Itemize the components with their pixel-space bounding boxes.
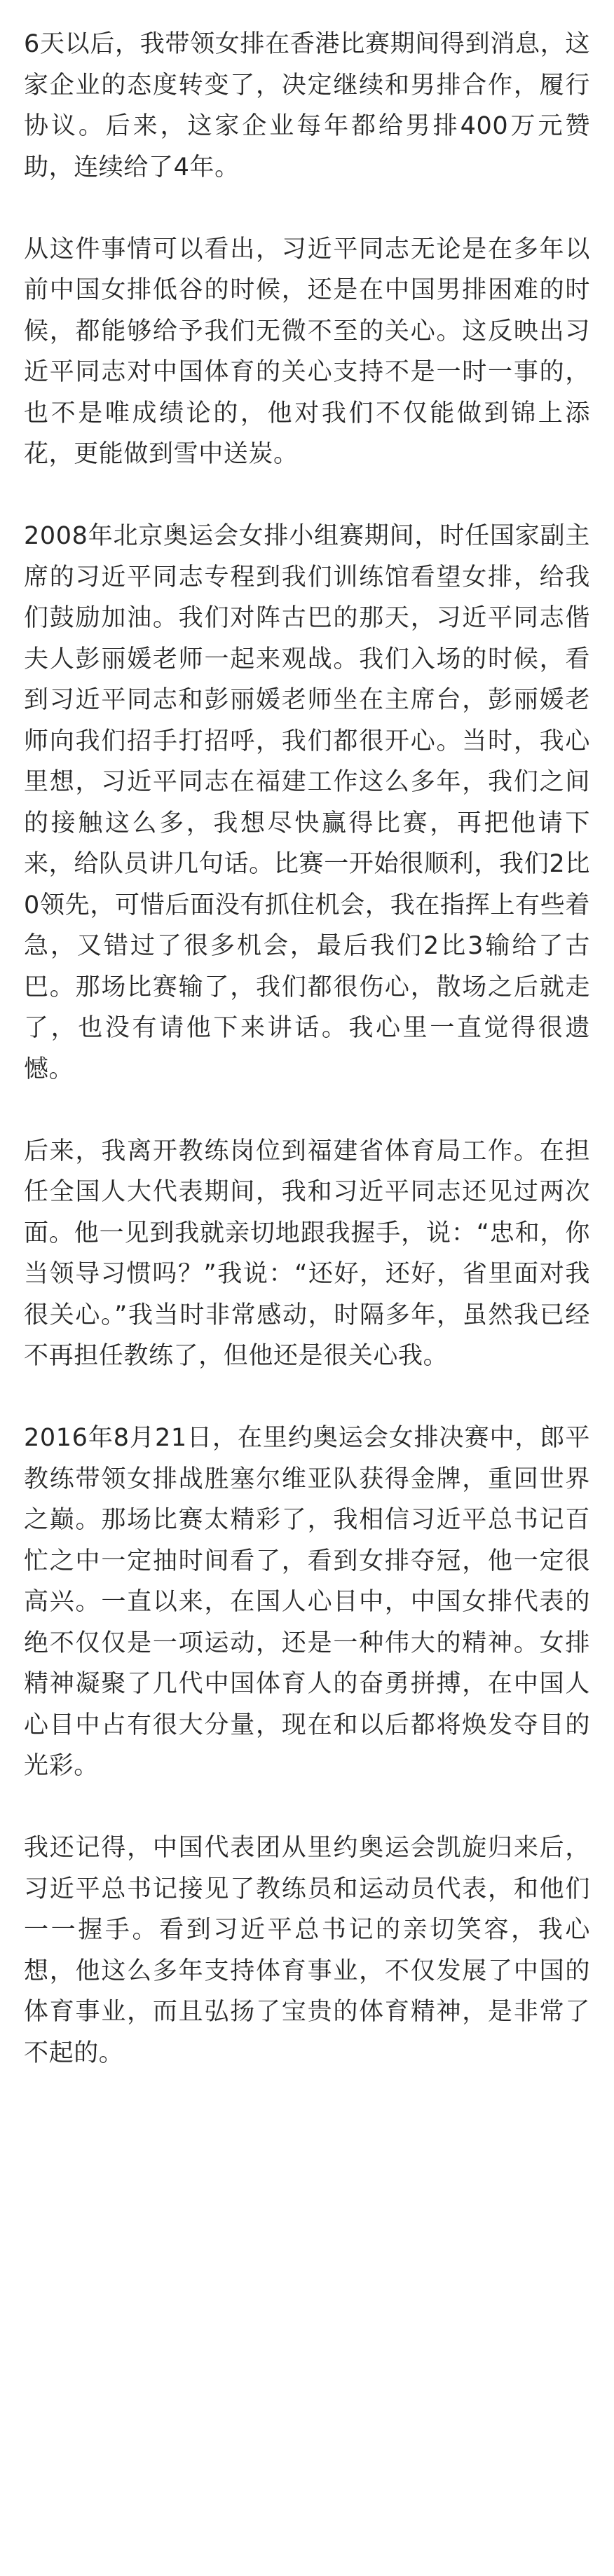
paragraph-4: 后来，我离开教练岗位到福建省体育局工作。在担任全国人大代表期间，我和习近平同志还见过两次面。他一见到我就亲切地跟我握手，说：“忠和，你当领导习惯吗？”我说：“还好，还好，省里面对我很关心。”我当时非常感动，时隔多年，虽然我已经不再担任教练了，但他还是很关心我。	[24, 1137, 590, 1370]
paragraph-5: 2016年8月21日，在里约奥运会女排决赛中，郎平教练带领女排战胜塞尔维亚队获得金牌，重回世界之巅。那场比赛太精彩了，我相信习近平总书记百忙之中一定抽时间看了，看到女排夺冠，他一定很高兴。一直以来，在国人心目中，中国女排代表的绝不仅仅是一项运动，还是一种伟大的精神。女排精神凝聚了几代中国体育人的奋勇拼搏，在中国人心目中占有很大分量，现在和以后都将焕发夺目的光彩。	[24, 1424, 590, 1780]
paragraph-1: 6天以后，我带领女排在香港比赛期间得到消息，这家企业的态度转变了，决定继续和男排合作，履行协议。后来，这家企业每年都给男排400万元赞助，连续给了4年。	[24, 30, 590, 181]
paragraph-3: 2008年北京奥运会女排小组赛期间，时任国家副主席的习近平同志专程到我们训练馆看望女排，给我们鼓励加油。我们对阵古巴的那天，习近平同志偕夫人彭丽媛老师一起来观战。我们入场的时候，看到习近平同志和彭丽媛老师坐在主席台，彭丽媛老师向我们招手打招呼，我们都很开心。当时，我心里想，习近平同志在福建工作这么多年，我们之间的接触这么多，我想尽快赢得比赛，再把他请下来，给队员讲几句话。比赛一开始很顺利，我们2比0领先，可惜后面没有抓住机会，我在指挥上有些着急，又错过了很多机会，最后我们2比3输给了古巴。那场比赛输了，我们都很伤心，散场之后就走了，也没有请他下来讲话。我心里一直觉得很遗憾。	[24, 522, 590, 1083]
paragraph-2: 从这件事情可以看出，习近平同志无论是在多年以前中国女排低谷的时候，还是在中国男排困难的时候，都能够给予我们无微不至的关心。这反映出习近平同志对中国体育的关心支持不是一时一事的，也不是唯成绩论的，他对我们不仅能做到锦上添花，更能做到雪中送炭。	[24, 235, 590, 468]
paragraph-6: 我还记得，中国代表团从里约奥运会凯旋归来后，习近平总书记接见了教练员和运动员代表，和他们一一握手。看到习近平总书记的亲切笑容，我心想，他这么多年支持体育事业，不仅发展了中国的体育事业，而且弘扬了宝贵的体育精神，是非常了不起的。	[24, 1834, 590, 2067]
